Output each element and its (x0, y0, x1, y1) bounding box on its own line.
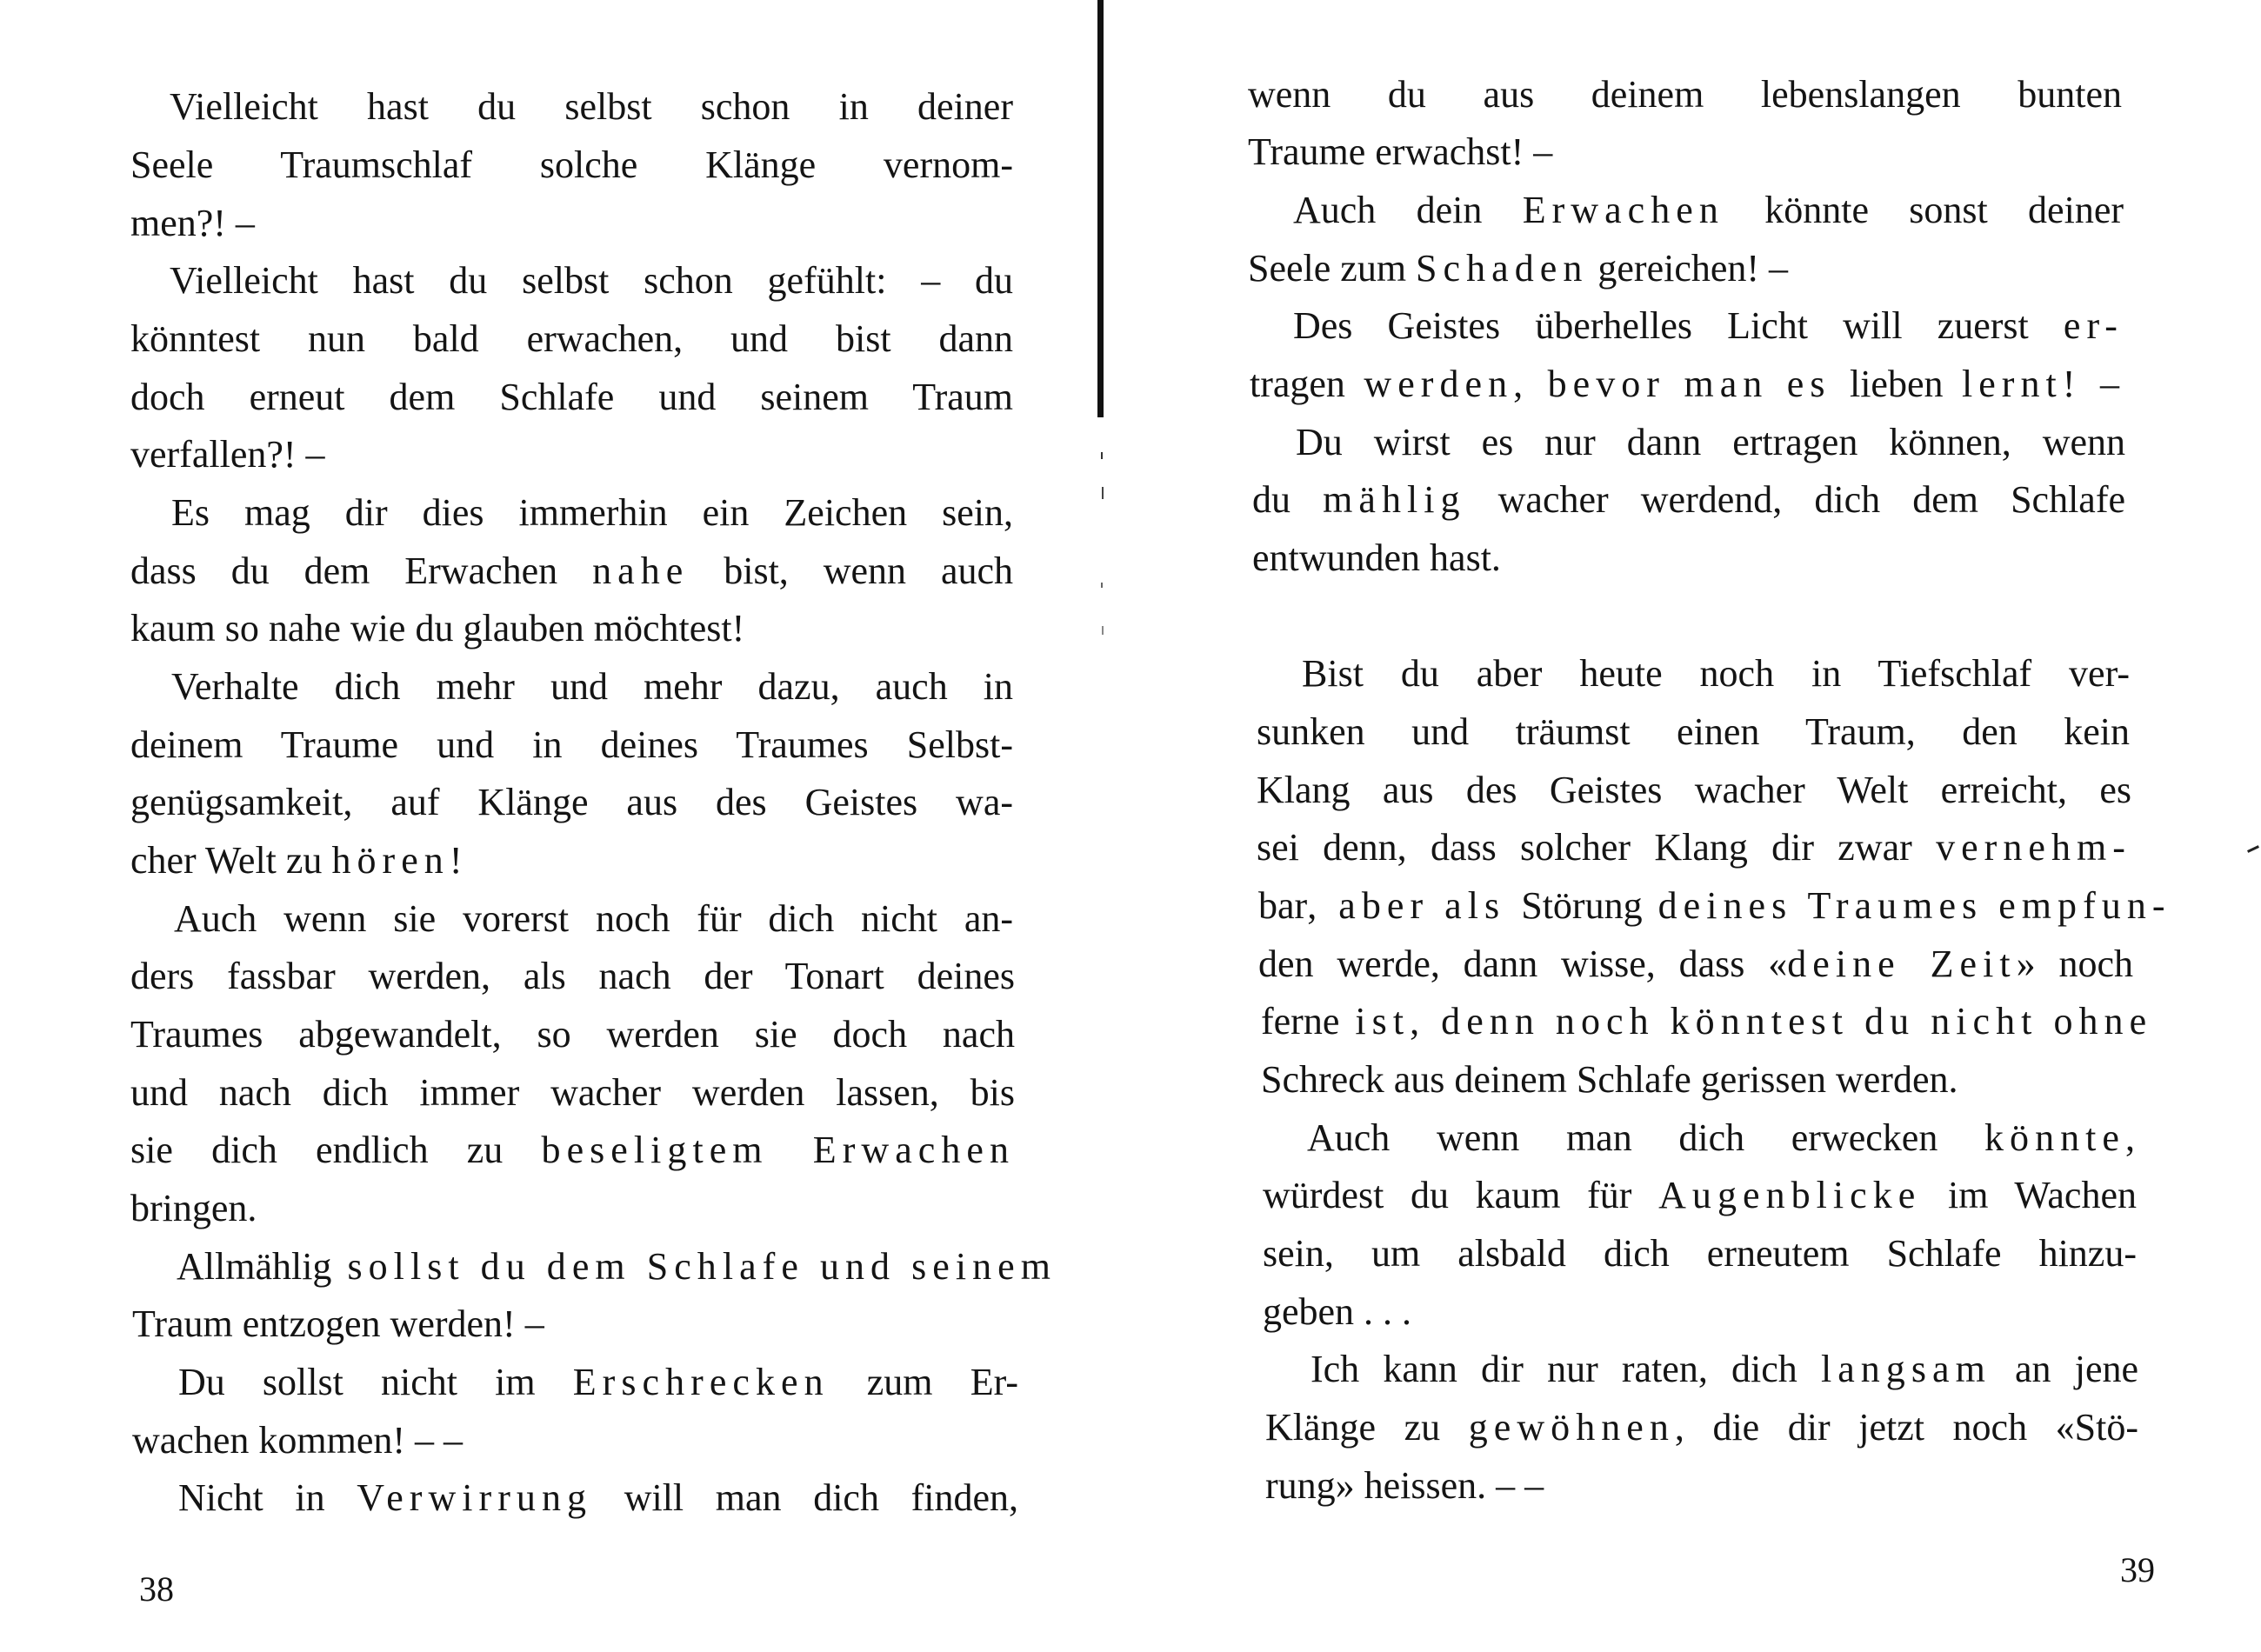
text-line (130, 550, 1013, 593)
left-page (0, 0, 1100, 1652)
spaced-emphasis: lernt! – (1943, 363, 2125, 405)
line-text: Schreck aus deinem Schlafe gerissen werden. (1261, 1058, 1958, 1101)
spaced-emphasis: gewöhnen (1468, 1406, 1675, 1449)
text-line (170, 259, 1013, 303)
line-text: Traume erwachst! – (1248, 130, 1553, 173)
spaced-emphasis: Verwirrung (357, 1476, 593, 1519)
line-text: wenn du aus deinem lebenslangen bunten (1248, 73, 2122, 116)
text-line (1263, 1290, 2137, 1334)
line-text: , die dir jetzt noch «Stö- (1674, 1406, 2138, 1449)
line-text: Auch wenn sie vorerst noch für dich nicht an- (174, 897, 1013, 940)
line-text: verfallen?! – (130, 433, 325, 476)
text-line (130, 433, 1013, 476)
line-text: will man dich finden, (592, 1476, 1018, 1519)
text-line (1263, 1232, 2137, 1276)
line-text: Du sollst nicht im (178, 1361, 573, 1403)
spaced-emphasis: vernehm- (1936, 826, 2131, 869)
line-text: » noch (2016, 943, 2133, 985)
line-text: Traum entzogen werden! – (132, 1302, 544, 1345)
text-line (1252, 478, 2125, 522)
text-line (1248, 130, 2122, 174)
spaced-emphasis: deine Zeit (1787, 943, 2017, 985)
line-text: den werde, dann wisse, dass « (1258, 943, 1788, 985)
line-text: wacher werdend, dich dem Schlafe (1465, 478, 2126, 521)
line-text: Nicht in (178, 1476, 357, 1519)
line-text: Auch dein (1293, 189, 1523, 231)
line-text: im Wachen (1921, 1174, 2137, 1216)
text-line (1258, 943, 2133, 986)
spaced-emphasis: könnte (1984, 1116, 2125, 1159)
line-text: Vielleicht hast du selbst schon gefühlt: – du (170, 259, 1013, 302)
page-number: 38 (139, 1569, 174, 1609)
line-text: bist, wenn auch (689, 550, 1014, 592)
line-text: Verhalte dich mehr und mehr dazu, auch in (171, 665, 1013, 708)
line-text: Störung (1521, 884, 1643, 927)
spaced-emphasis: langsam (1820, 1348, 1991, 1390)
line-text: Bist du aber heute noch in Tiefschlaf ver- (1302, 652, 2130, 695)
text-line (1248, 247, 2124, 290)
text-line (1248, 73, 2122, 117)
text-line (130, 1187, 1015, 1230)
line-text: Auch wenn man dich erwecken (1307, 1116, 1984, 1159)
page-number: 39 (2120, 1550, 2155, 1589)
line-text: dass du dem Erwachen (130, 550, 593, 592)
text-line (1250, 363, 2125, 406)
text-line (1258, 884, 2171, 928)
text-line (1293, 304, 2124, 348)
line-text: entwunden hast. (1252, 536, 1501, 579)
spaced-emphasis: nahe (592, 550, 690, 592)
line-text: bringen. (130, 1187, 257, 1229)
spaced-emphasis: Augenblicke (1658, 1174, 1922, 1216)
text-line (1311, 1348, 2138, 1391)
text-line (1265, 1464, 2138, 1508)
line-text: kaum so nahe wie du glauben möchtest! (130, 607, 745, 649)
line-text: Seele zum (1248, 247, 1417, 290)
line-text: Ich kann dir nur raten, dich (1311, 1348, 1821, 1390)
line-text: men?! – (130, 202, 255, 244)
line-text: Allmählig (177, 1245, 332, 1288)
text-line (1257, 769, 2131, 812)
spaced-emphasis: ist, denn noch könntest du nicht ohne (1339, 1000, 2153, 1042)
text-line (130, 143, 1013, 187)
text-line (170, 85, 1013, 129)
text-line (130, 317, 1013, 361)
text-line (1302, 652, 2130, 696)
line-text: ferne (1261, 1000, 1340, 1042)
text-line (178, 1476, 1018, 1520)
text-line (171, 665, 1013, 709)
spaced-emphasis: mählig (1323, 478, 1466, 521)
text-line (1307, 1116, 2135, 1160)
line-text: Klänge zu (1265, 1406, 1469, 1449)
text-line (1265, 1406, 2138, 1449)
line-text: würdest du kaum für (1263, 1174, 1659, 1216)
text-line (130, 723, 1013, 767)
line-text: ! (449, 839, 463, 882)
text-line (132, 1419, 1018, 1462)
text-line (1293, 189, 2124, 232)
right-page (1100, 0, 2261, 1652)
line-text: du (1252, 478, 1324, 521)
text-line (178, 1361, 1018, 1404)
text-line (130, 1129, 1015, 1172)
spaced-emphasis: er- (2063, 304, 2124, 347)
text-line (1261, 1058, 2135, 1102)
line-text: lieben (1849, 363, 1944, 405)
spaced-emphasis: Schaden (1416, 247, 1589, 290)
text-line (1257, 826, 2131, 869)
line-text: ders fassbar werden, als nach der Tonart deines (130, 955, 1015, 997)
spaced-emphasis: Erschrecken (572, 1361, 830, 1403)
line-text: sei denn, dass solcher Klang dir zwar (1257, 826, 1937, 869)
text-line (174, 897, 1013, 941)
text-line (132, 1302, 1017, 1346)
text-line (130, 1013, 1015, 1056)
line-text: gereichen! – (1588, 247, 1789, 290)
text-line (1257, 710, 2130, 754)
spaced-emphasis: , aber als (1307, 884, 1522, 927)
text-line (1296, 421, 2125, 464)
text-line (130, 955, 1015, 998)
text-line (130, 839, 1013, 883)
line-text: rung» heissen. – – (1265, 1464, 1544, 1507)
spaced-emphasis: deines Traumes empfun- (1642, 884, 2171, 927)
line-text: Vielleicht hast du selbst schon in deiner (170, 85, 1013, 128)
line-text: cher Welt zu (130, 839, 332, 882)
spaced-emphasis: werden, bevor man es (1344, 363, 1850, 405)
line-text: geben . . . (1263, 1290, 1412, 1333)
line-text: Des Geistes überhelles Licht will zuerst (1293, 304, 2064, 347)
text-line (1263, 1174, 2137, 1217)
line-text: Du wirst es nur dann ertragen können, wenn (1296, 421, 2125, 463)
text-line (171, 491, 1013, 535)
line-text: Traumes abgewandelt, so werden sie doch nach (130, 1013, 1015, 1056)
line-text: Klang aus des Geistes wacher Welt erreicht, es (1257, 769, 2131, 811)
text-line (1261, 1000, 2153, 1043)
spaced-emphasis: hören (331, 839, 450, 882)
line-text: sein, um alsbald dich erneutem Schlafe hinzu- (1263, 1232, 2137, 1275)
line-text: könntest nun bald erwachen, und bist dann (130, 317, 1013, 360)
spaced-emphasis: Erwachen (1522, 189, 1724, 231)
spaced-emphasis: sollst du dem Schlafe und seinem (331, 1245, 1057, 1288)
line-text: , (2125, 1116, 2135, 1159)
text-line (177, 1245, 1057, 1289)
text-line (130, 376, 1013, 419)
line-text: tragen (1250, 363, 1345, 405)
line-text: sunken und träumst einen Traum, den kein (1257, 710, 2130, 753)
text-line (130, 607, 1013, 650)
line-text: sie dich endlich zu (130, 1129, 542, 1171)
line-text: genügsamkeit, auf Klänge aus des Geistes wa- (130, 781, 1013, 823)
line-text: bar (1258, 884, 1308, 927)
line-text: doch erneut dem Schlafe und seinem Traum (130, 376, 1013, 418)
spaced-emphasis: beseligtem Erwachen (541, 1129, 1016, 1171)
line-text: deinem Traume und in deines Traumes Selbst- (130, 723, 1013, 766)
text-line (1252, 536, 2125, 580)
line-text: Es mag dir dies immerhin ein Zeichen sein, (171, 491, 1013, 534)
text-line (130, 781, 1013, 824)
line-text: zum Er- (829, 1361, 1018, 1403)
line-text: wachen kommen! – – (132, 1419, 463, 1462)
line-text: Seele Traumschlaf solche Klänge vernom- (130, 143, 1013, 186)
line-text: und nach dich immer wacher werden lassen, bis (130, 1071, 1015, 1114)
line-text: könnte sonst deiner (1724, 189, 2124, 231)
text-line (130, 202, 1013, 245)
text-line (130, 1071, 1015, 1115)
line-text: an jene (1991, 1348, 2139, 1390)
